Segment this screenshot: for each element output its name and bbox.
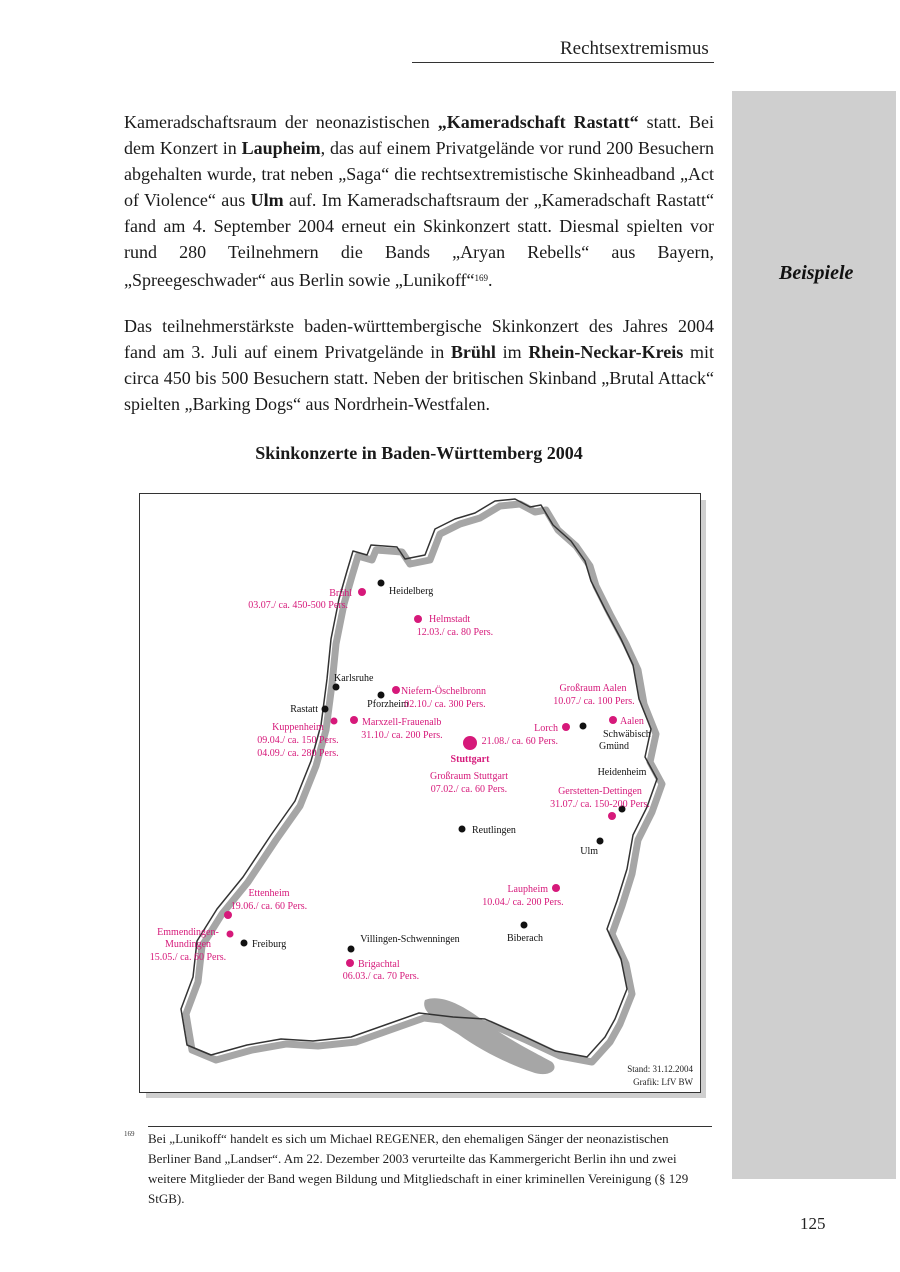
map-stand: Stand: 31.12.2004 — [627, 1064, 693, 1074]
concert-dot-helmstadt — [414, 615, 422, 623]
concert-dot-bruehl — [358, 588, 366, 596]
city-label-heidenheim: Heidenheim — [597, 767, 647, 778]
city-label-freiburg: Freiburg — [252, 939, 287, 950]
concert-dot-marxzell — [350, 716, 358, 724]
concert-detail-bruehl: 03.07./ ca. 450-500 Pers. — [248, 600, 348, 611]
map-credit: Grafik: LfV BW — [633, 1077, 693, 1087]
city-label-heidelberg: Heidelberg — [389, 586, 434, 597]
concert-dot-kuppenheim — [331, 718, 338, 725]
concert-detail-helmstadt: 12.03./ ca. 80 Pers. — [416, 627, 494, 638]
lake-constance — [424, 998, 554, 1074]
concert-name-stuttgart-raum: Großraum Stuttgart — [429, 771, 509, 782]
bold-run: „Kameradschaft Rastatt“ — [437, 112, 639, 132]
concert-detail-niefern: 02.10./ ca. 300 Pers. — [404, 699, 486, 710]
concert-name-aalen-raum: Großraum Aalen — [559, 683, 627, 694]
concert-name-bruehl: Brühl — [329, 588, 352, 599]
concert-dot-niefern — [392, 686, 400, 694]
map-frame — [139, 493, 701, 1093]
city-dot-biberach — [521, 922, 528, 929]
concert-name-laupheim: Laupheim — [507, 884, 548, 895]
text-run: auf. Im Kameradschaftsraum der „Kameradschaft Rastatt“ fand am 4. September 2004 erneut ein Skinkonzert statt. Diesmal spielten vor rund 280 Teilnehmern die Bands „Aryan Rebells“ aus Bayern, „Spreegeschwader“ aus Berlin sowie „Lunikoff“ — [124, 190, 714, 290]
paragraph-1 — [124, 109, 714, 293]
capital-label-stuttgart: Stuttgart — [450, 754, 490, 765]
concert-dot-brigachtal — [346, 959, 354, 967]
concert-name-lorch: Lorch — [534, 723, 558, 734]
header-rule — [412, 62, 714, 63]
city-dot-pforzheim — [378, 692, 385, 699]
city-dot-schwaebisch-gmuend — [580, 723, 587, 730]
city-label-ulm: Ulm — [580, 846, 598, 857]
city-label-biberach: Biberach — [506, 933, 544, 944]
bold-run: Ulm — [250, 190, 284, 210]
concert-detail-kuppenheim-1: 09.04./ ca. 150 Pers. — [257, 735, 339, 746]
footnote-number: 169 — [124, 1130, 135, 1138]
city-label-pforzheim: Pforzheim — [367, 699, 409, 710]
concert-detail-emmendingen: 15.05./ ca. 60 Pers. — [149, 952, 227, 963]
footnote-ref[interactable]: 169 — [474, 273, 489, 283]
text-run: Kameradschaftsraum der neonazistischen — [124, 112, 438, 132]
concert-detail-laupheim: 10.04./ ca. 200 Pers. — [482, 897, 564, 908]
concert-detail-brigachtal: 06.03./ ca. 70 Pers. — [342, 971, 420, 982]
concert-name-helmstadt: Helmstadt — [429, 614, 471, 625]
city-label-villingen-schwenningen: Villingen-Schwenningen — [360, 934, 460, 945]
text-run: . — [488, 270, 493, 290]
map-title: Skinkonzerte in Baden-Württemberg 2004 — [255, 443, 583, 463]
concert-dot-laupheim — [552, 884, 560, 892]
text-run: Das teilnehmerstärkste baden-württembergische Skinkonzert des Jahres 2004 fand am 3. Juli auf einem Privatgelände in — [124, 316, 714, 362]
concert-name-gerstetten: Gerstetten-Dettingen — [558, 786, 642, 797]
city-label-schwaebisch-gmuend-2: Gmünd — [599, 741, 629, 752]
city-dot-ulm — [597, 838, 604, 845]
city-dot-karlsruhe — [333, 684, 340, 691]
concert-detail-gerstetten: 31.07./ ca. 150-200 Pers. — [550, 799, 650, 810]
text-run: im — [495, 342, 529, 362]
page-number: 125 — [800, 1214, 826, 1233]
concert-detail-kuppenheim-2: 04.09./ ca. 280 Pers. — [257, 748, 339, 759]
city-dot-heidelberg — [378, 580, 385, 587]
city-label-schwaebisch-gmuend: Schwäbisch — [603, 729, 651, 740]
city-dot-reutlingen — [459, 826, 466, 833]
city-label-reutlingen: Reutlingen — [472, 825, 516, 836]
concert-name-ettenheim: Ettenheim — [248, 888, 290, 899]
concert-name-aalen: Aalen — [620, 716, 644, 727]
concert-dot-lorch — [562, 723, 570, 731]
header-title: Rechtsextremismus — [560, 38, 709, 59]
concert-detail-aalen-raum: 10.07./ ca. 100 Pers. — [553, 696, 635, 707]
concert-name-emmendingen: Emmendingen- — [157, 927, 219, 938]
city-label-karlsruhe: Karlsruhe — [334, 673, 374, 684]
city-dot-villingen-schwenningen — [348, 946, 355, 953]
concert-name-brigachtal: Brigachtal — [358, 959, 400, 970]
footnote-text: Bei „Lunikoff“ handelt es sich um Michael REGENER, den ehemaligen Sänger der neonazistischen Berliner Band „Landser“. Am 22. Dezember 2003 verurteilte das Kammergericht Berlin ihn und zwei weitere Mitglieder der Band wegen Bildung und Mitgliedschaft in einer kriminellen Vereinigung (§ 129 StGB). — [148, 1131, 689, 1206]
city-label-rastatt: Rastatt — [290, 704, 318, 715]
concert-dot-emmendingen — [227, 931, 234, 938]
concert-detail-ettenheim: 19.06./ ca. 60 Pers. — [230, 901, 308, 912]
sidebar-label: Beispiele — [779, 262, 854, 284]
concert-detail-marxzell: 31.10./ ca. 200 Pers. — [361, 730, 443, 741]
concert-name-marxzell: Marxzell-Frauenalb — [362, 717, 442, 728]
map-svg — [140, 494, 700, 1092]
concert-dot-gerstetten — [608, 812, 616, 820]
capital-dot-stuttgart — [463, 736, 477, 750]
concert-name-kuppenheim: Kuppenheim — [272, 722, 324, 733]
concert-name-emmendingen-2: Mundingen — [164, 939, 212, 950]
concert-detail-stuttgart-raum: 07.02./ ca. 60 Pers. — [430, 784, 508, 795]
concert-dot-ettenheim — [224, 911, 232, 919]
city-dot-freiburg — [241, 940, 248, 947]
bold-run: Rhein-Neckar-Kreis — [528, 342, 684, 362]
bold-run: Laupheim — [241, 138, 321, 158]
concert-dot-aalen — [609, 716, 617, 724]
text-run: mit circa 450 bis 500 Besuchern statt. Neben der britischen Skinband „Brutal Attack“ spielten „Barking Dogs“ aus Nordrhein-Westfalen. — [124, 342, 714, 414]
footnote-rule — [148, 1126, 712, 1127]
city-dot-rastatt — [322, 706, 329, 713]
text-run: , das auf einem Privatgelände vor rund 200 Besuchern abgehalten wurde, trat neben „Saga“ die rechtsextremistische Skinheadband „Act of Violence“ aus — [124, 138, 714, 210]
sidebar — [732, 91, 896, 1179]
concert-name-niefern: Niefern-Öschelbronn — [401, 686, 486, 697]
text-run: statt. Bei dem Konzert in — [124, 112, 715, 158]
concert-detail-lorch: 21.08./ ca. 60 Pers. — [481, 736, 558, 747]
bold-run: Brühl — [450, 342, 496, 362]
map-markers — [150, 580, 651, 983]
paragraph-2 — [124, 313, 714, 417]
